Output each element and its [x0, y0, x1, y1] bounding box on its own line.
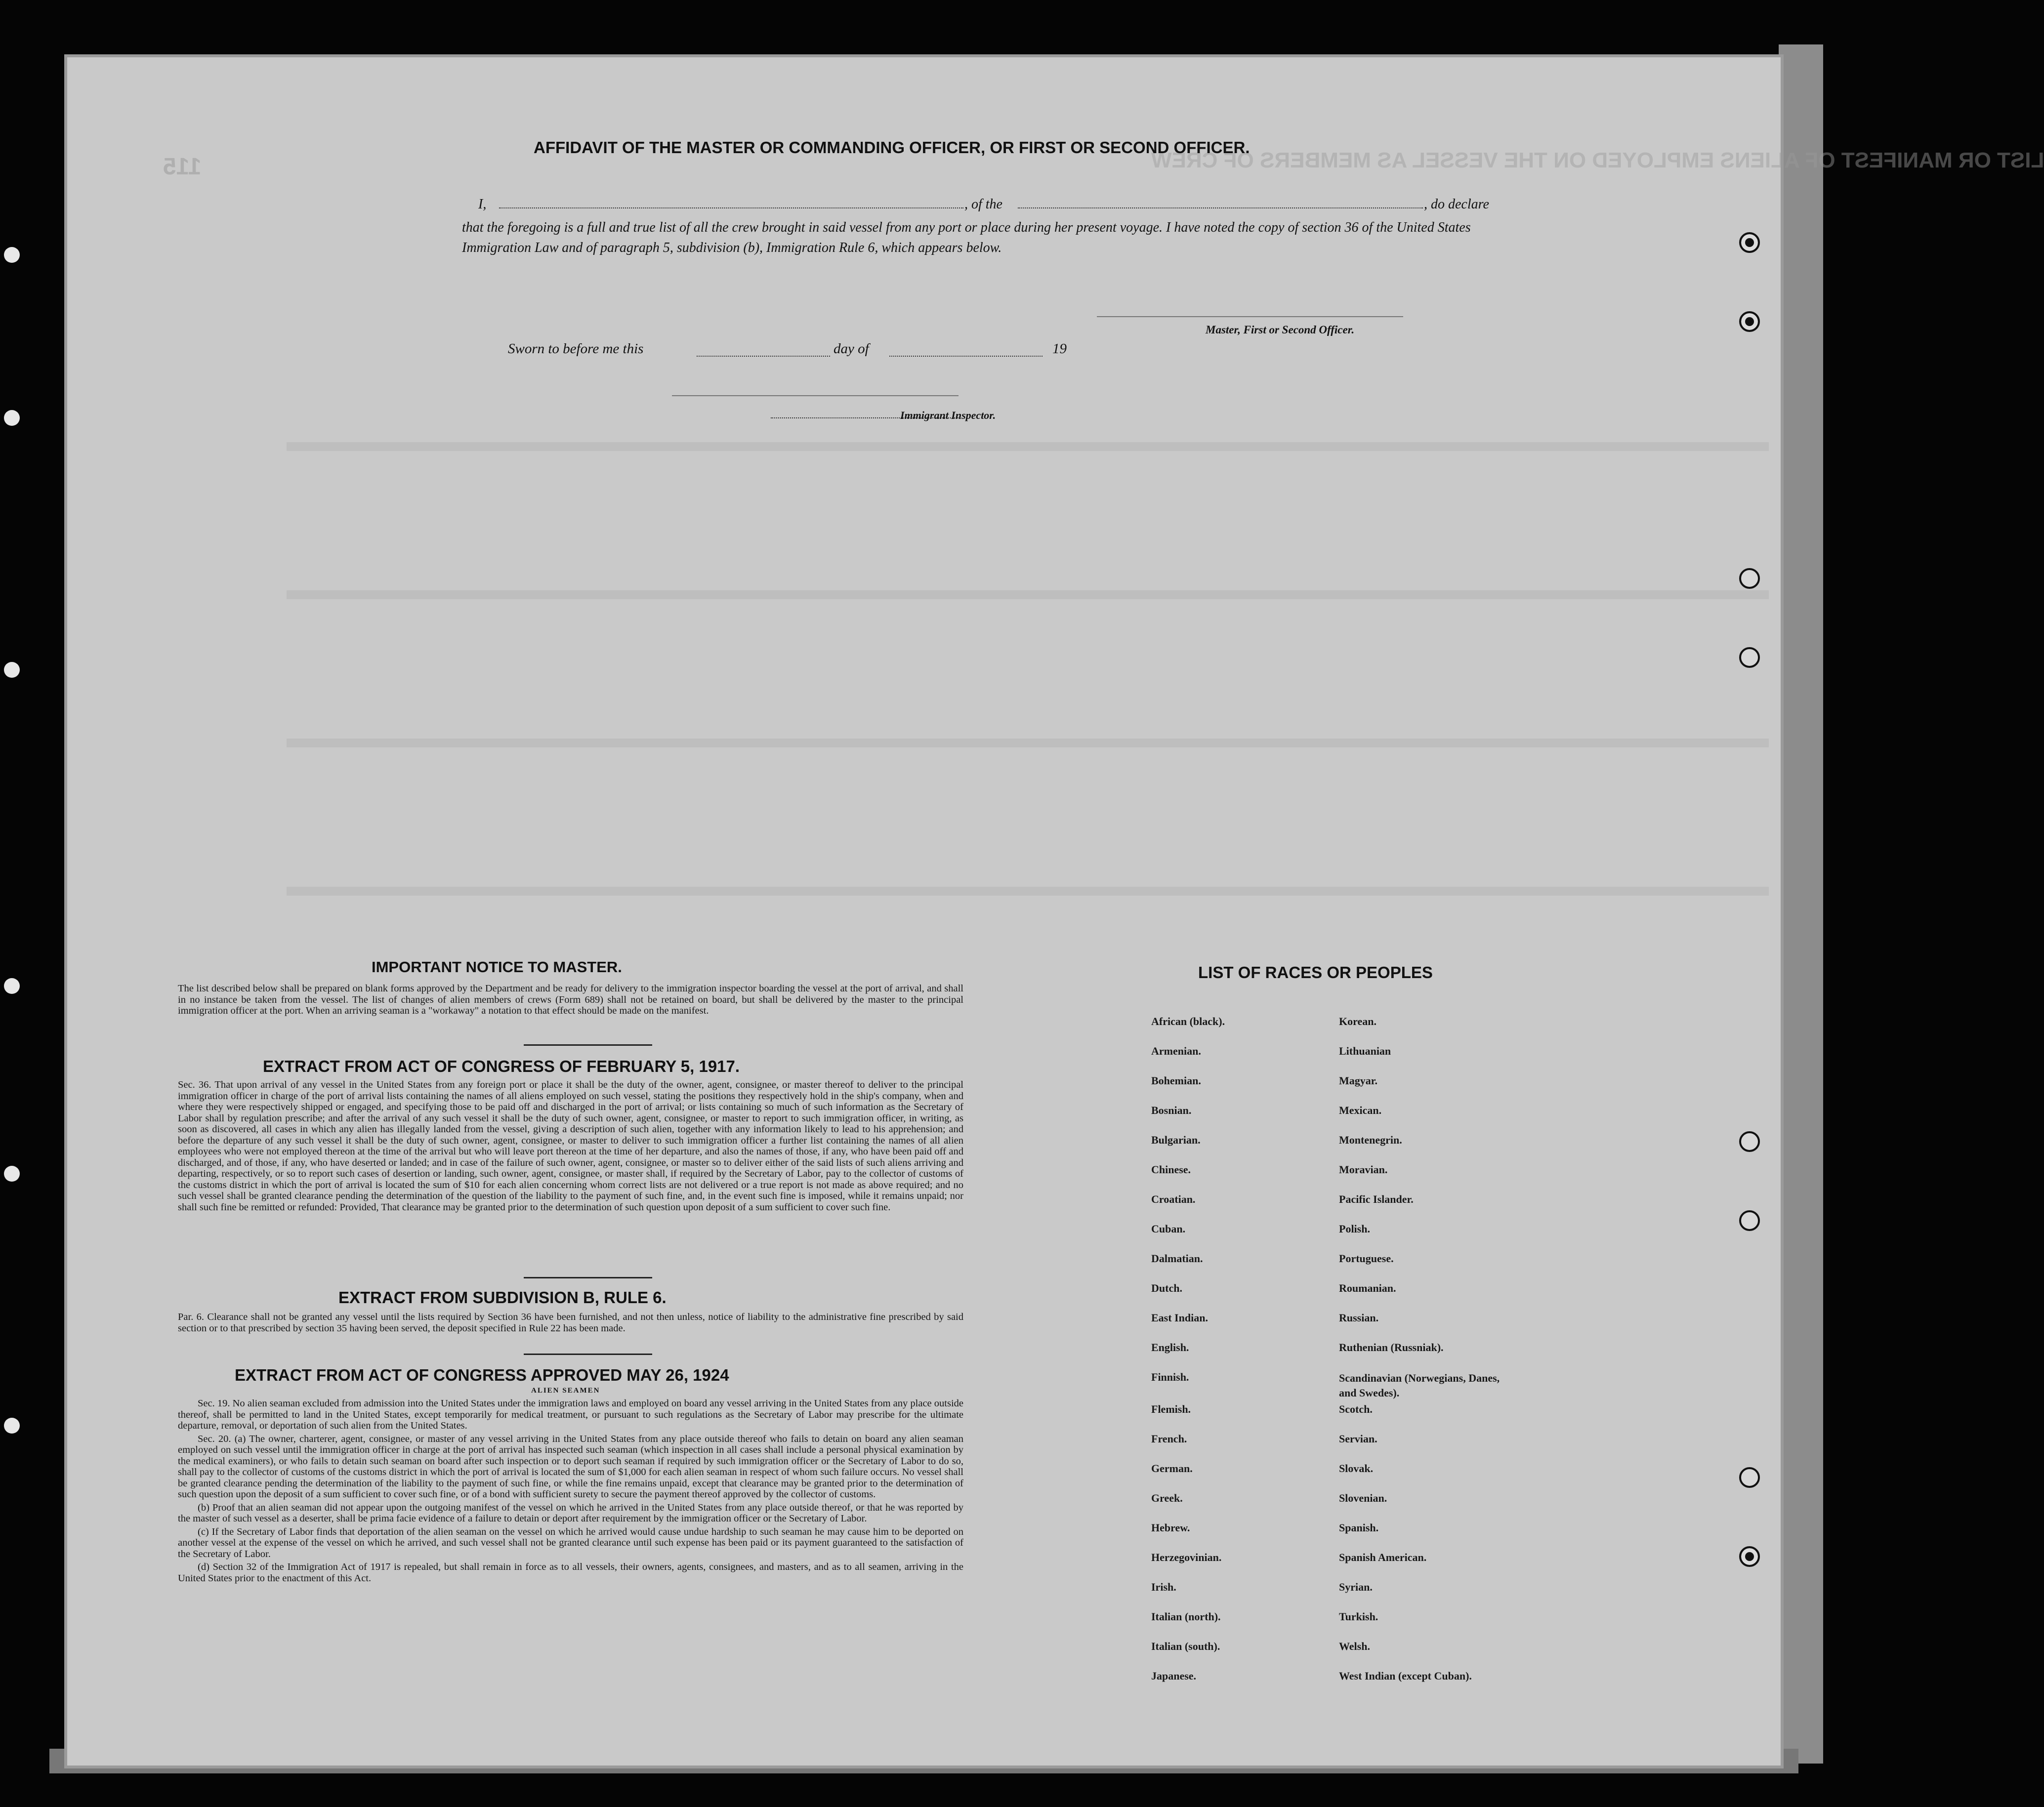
race-right-item: Montenegrin.: [1339, 1134, 1402, 1146]
race-right-item: Korean.: [1339, 1015, 1377, 1027]
sworn-day-blank[interactable]: [697, 356, 830, 357]
race-right-item: Turkish.: [1339, 1610, 1378, 1623]
extract-1917-title: EXTRACT FROM ACT OF CONGRESS OF FEBRUARY 5, 1917.: [263, 1057, 740, 1075]
page-edge: [1779, 44, 1823, 1764]
punch-hole: [1739, 1131, 1760, 1152]
binder-hole: [4, 1418, 20, 1434]
race-left-item: German.: [1151, 1462, 1193, 1475]
sworn-day-label: day of: [834, 341, 869, 357]
race-right-item: Portuguese.: [1339, 1252, 1394, 1265]
show-through-title: LIST OR MANIFEST OF ALIENS EMPLOYED ON THE VESSEL AS MEMBERS OF CREW: [1151, 148, 2044, 172]
extract-rule6-title: EXTRACT FROM SUBDIVISION B, RULE 6.: [338, 1288, 667, 1307]
race-left-item: Croatian.: [1151, 1193, 1196, 1205]
race-left-item: Cuban.: [1151, 1223, 1186, 1235]
affidavit-line1-mid: , of the: [964, 197, 1002, 212]
race-left-item: French.: [1151, 1433, 1187, 1445]
race-left-item: Herzegovinian.: [1151, 1551, 1222, 1563]
race-right-item: Scotch.: [1339, 1403, 1373, 1415]
sworn-label: Sworn to before me this: [508, 341, 644, 357]
sec-20a-paragraph: Sec. 20. (a) The owner, charterer, agent, consignee, or master of any vessel arriving in the United States from any place outside thereof who fails to detain on board any alien seaman employed on such vessel until the immigration officer in charge at the port of arrival has inspected such seaman (which inspection in all cases shall include a personal physical examination by the medical examiners), or who fails to detain such seaman on board after such inspection or to deport such seaman if required by such immigration officer or the Secretary of Labor to do so, shall pay to the collector of customs of the customs district in which the port of arrival is located the sum of $1,000 for each alien seaman in respect of whom such failure occurs. No vessel shall be granted clearance pending the determination of the liability to the payment of such fine, or while the fine remains unpaid, except that clearance may be granted prior to the determination of such question upon the deposit of a sum sufficient to cover such fine, or of a bond with sufficient surety to secure the payment thereof approved by the collector of customs.: [178, 1433, 963, 1500]
race-left-item: East Indian.: [1151, 1312, 1208, 1324]
sec-20c-paragraph: (c) If the Secretary of Labor finds that deportation of the alien seaman on the vessel on which he arrived would cause undue hardship to such seaman he may cause him to be deported on another vessel at the expense of the vessel on which he arrived, and such vessel shall not be granted clearance until such expense has been paid or its payment guaranteed to the satisfaction of the Secretary of Labor.: [178, 1526, 963, 1560]
race-left-item: African (black).: [1151, 1015, 1225, 1027]
race-left-item: Japanese.: [1151, 1670, 1197, 1682]
sworn-month-blank[interactable]: [889, 356, 1043, 357]
master-name-blank[interactable]: [499, 207, 963, 208]
race-right-item: Moravian.: [1339, 1163, 1388, 1176]
race-left-item: English.: [1151, 1341, 1189, 1354]
race-right-item: Slovak.: [1339, 1462, 1374, 1475]
race-left-item: Armenian.: [1151, 1045, 1201, 1057]
race-left-item: Irish.: [1151, 1581, 1176, 1593]
show-through-row: [287, 442, 1769, 451]
race-right-item: Scandinavian (Norwegians, Danes, and Swedes).: [1339, 1372, 1500, 1399]
sec-20b-paragraph: (b) Proof that an alien seaman did not appear upon the outgoing manifest of the vessel on which he arrived in the United States from any place outside thereof, or that he was reported by the master of such vessel as a deserter, shall be prima facie evidence of a failure to detain or deport after requirement by the immigration officer or the Secretary of Labor.: [178, 1502, 963, 1524]
race-right-item: Russian.: [1339, 1312, 1379, 1324]
sworn-year: 19: [1052, 341, 1067, 357]
punch-hole: [1739, 1546, 1760, 1567]
show-through-row: [287, 590, 1769, 599]
extract-1924-body: [178, 1398, 963, 1586]
vessel-name-blank[interactable]: [1018, 207, 1423, 208]
inspector-signature-blank[interactable]: [672, 395, 959, 396]
race-left-item: Bosnian.: [1151, 1104, 1192, 1116]
signature-blank[interactable]: [1097, 316, 1403, 317]
affidavit-line1-end: , do declare: [1424, 197, 1489, 212]
race-right-item: Polish.: [1339, 1223, 1370, 1235]
punch-hole: [1739, 647, 1760, 668]
race-left-item: Flemish.: [1151, 1403, 1191, 1415]
race-right-item: Slovenian.: [1339, 1492, 1387, 1504]
race-left-item: Dutch.: [1151, 1282, 1182, 1294]
manifest-page: [64, 54, 2044, 1768]
page-number: 115: [163, 154, 202, 180]
extract-1924-subtitle: ALIEN SEAMEN: [531, 1387, 600, 1395]
punch-hole: [1739, 1467, 1760, 1488]
divider: [524, 1277, 652, 1278]
show-through-row: [287, 887, 1769, 896]
binder-hole: [4, 978, 20, 994]
race-left-item: Hebrew.: [1151, 1521, 1190, 1534]
race-left-item: Bulgarian.: [1151, 1134, 1201, 1146]
race-left-item: Chinese.: [1151, 1163, 1191, 1176]
race-left-item: Italian (south).: [1151, 1640, 1220, 1652]
notice-body: The list described below shall be prepared on blank forms approved by the Department and be ready for delivery to the immigration inspector boarding the vessel at the port of arrival, and shall in no instance be taken from the vessel. The list of changes of alien members of crews (Form 689) shall not be retained on board, but shall be delivered by the master to the principal immigration officer at the port. When an arriving seaman is a "workaway" a notation to that effect should be made on the manifest.: [178, 983, 963, 1016]
divider: [524, 1354, 652, 1355]
races-list: [1151, 1015, 1621, 1746]
punch-hole: [1739, 568, 1760, 589]
punch-hole: [1739, 232, 1760, 253]
binder-hole: [4, 410, 20, 426]
affidavit-title: AFFIDAVIT OF THE MASTER OR COMMANDING OFFICER, OR FIRST OR SECOND OFFICER.: [534, 138, 1250, 157]
affidavit-line1-start: I,: [478, 197, 487, 212]
race-right-item: Ruthenian (Russniak).: [1339, 1341, 1444, 1354]
signature-label: Master, First or Second Officer.: [1206, 324, 1355, 336]
race-right-item: Welsh.: [1339, 1640, 1370, 1652]
punch-hole: [1739, 1210, 1760, 1231]
binder-hole: [4, 247, 20, 263]
race-right-item: Lithuanian: [1339, 1045, 1391, 1057]
race-left-item: Dalmatian.: [1151, 1252, 1203, 1265]
race-right-item: Roumanian.: [1339, 1282, 1396, 1294]
race-left-item: Greek.: [1151, 1492, 1183, 1504]
race-left-item: Bohemian.: [1151, 1074, 1201, 1087]
binder-hole: [4, 662, 20, 678]
race-left-item: Italian (north).: [1151, 1610, 1221, 1623]
race-right-item: Spanish.: [1339, 1521, 1379, 1534]
race-right-item: Magyar.: [1339, 1074, 1378, 1087]
race-right-item: Syrian.: [1339, 1581, 1373, 1593]
race-right-item: Pacific Islander.: [1339, 1193, 1414, 1205]
extract-1924-title: EXTRACT FROM ACT OF CONGRESS APPROVED MAY 26, 1924: [235, 1366, 729, 1384]
race-right-item: Spanish American.: [1339, 1551, 1427, 1563]
notice-title: IMPORTANT NOTICE TO MASTER.: [372, 958, 622, 976]
extract-rule6-body: Par. 6. Clearance shall not be granted any vessel until the lists required by Section 36 have been furnished, and not then unless, notice of liability to the administrative fine prescribed by said section or to that prescribed by section 35 having been served, the deposit specified in Rule 22 has been made.: [178, 1312, 963, 1334]
races-title: LIST OF RACES OR PEOPLES: [1198, 963, 1433, 982]
race-right-item: West Indian (except Cuban).: [1339, 1670, 1472, 1682]
affidavit-body: that the foregoing is a full and true list of all the crew brought in said vessel from any port or place during her present voyage. I have noted the copy of section 36 of the United States Immigration Law and of paragraph 5, subdivision (b), Immigration Rule 6, which appears below.: [462, 220, 1471, 255]
sec-19-paragraph: Sec. 19. No alien seaman excluded from admission into the United States under the immigration laws and employed on board any vessel arriving in the United States from any place outside thereof, shall be permitted to land in the United States, except temporarily for medical treatment, or pursuant to such regulations as the Secretary of Labor may prescribe for the ultimate departure, removal, or deportation of such alien from the United States.: [178, 1398, 963, 1431]
show-through-row: [287, 739, 1769, 747]
race-left-item: Finnish.: [1151, 1371, 1189, 1383]
punch-hole: [1739, 311, 1760, 332]
inspector-label: Immigrant Inspector.: [900, 409, 996, 421]
extract-1917-body: Sec. 36. That upon arrival of any vessel in the United States from any foreign port or place it shall be the duty of the owner, agent, consignee, or master thereof to deliver to the principal immigration officer in charge of the port of arrival lists containing the names of all aliens employed on such vessel, stating the positions they respectively hold in the ship's company, when and where they were respectively shipped or engaged, and specifying those to be paid off and discharged in the port of arrival; or lists containing so much of such information as the Secretary of Labor shall by regulation prescribe; and after the arrival of any such vessel it shall be the duty of such owner, agent, consignee, or master to report to such immigration officer, in writing, as soon as discovered, all cases in which any alien has illegally landed from the vessel, giving a description of such alien, together with any information likely to lead to his apprehension; and before the departure of any such vessel it shall be the duty of such owner, agent, consignee, or master to deliver to such immigration officer a further list containing the names of all alien employees who were not employed thereon at the time of the arrival but who will leave port thereon at the time of her departure, and also the names of those, if any, who have been paid off and discharged, and of those, if any, who have deserted or landed; and in case of the failure of such owner, agent, consignee, or master so to deliver either of the said lists of such aliens arriving and departing, respectively, or so to report such cases of desertion or landing, such owner, agent, consignee, or master shall, if required by the Secretary of Labor, pay to the collector of customs of the customs district in which the port of arrival is located the sum of $10 for each alien concerning whom correct lists are not delivered or a true report is not made as above required; and no such vessel shall be granted clearance pending the determination of the question of the liability to the payment of such fine, and, in the event such fine is imposed, while it remains unpaid; nor shall such fine be remitted or refunded: Provided, That clearance may be granted prior to the determination of such question upon deposit of a sum sufficient to cover such fine.: [178, 1079, 963, 1213]
race-right-item: Mexican.: [1339, 1104, 1382, 1116]
race-right-item: Servian.: [1339, 1433, 1377, 1445]
divider: [524, 1044, 652, 1046]
sec-20d-paragraph: (d) Section 32 of the Immigration Act of 1917 is repealed, but shall remain in force as to all vessels, their owners, agents, consignees, and masters, and as to all seamen, arriving in the United States prior to the enactment of this Act.: [178, 1561, 963, 1584]
binder-hole: [4, 1166, 20, 1182]
